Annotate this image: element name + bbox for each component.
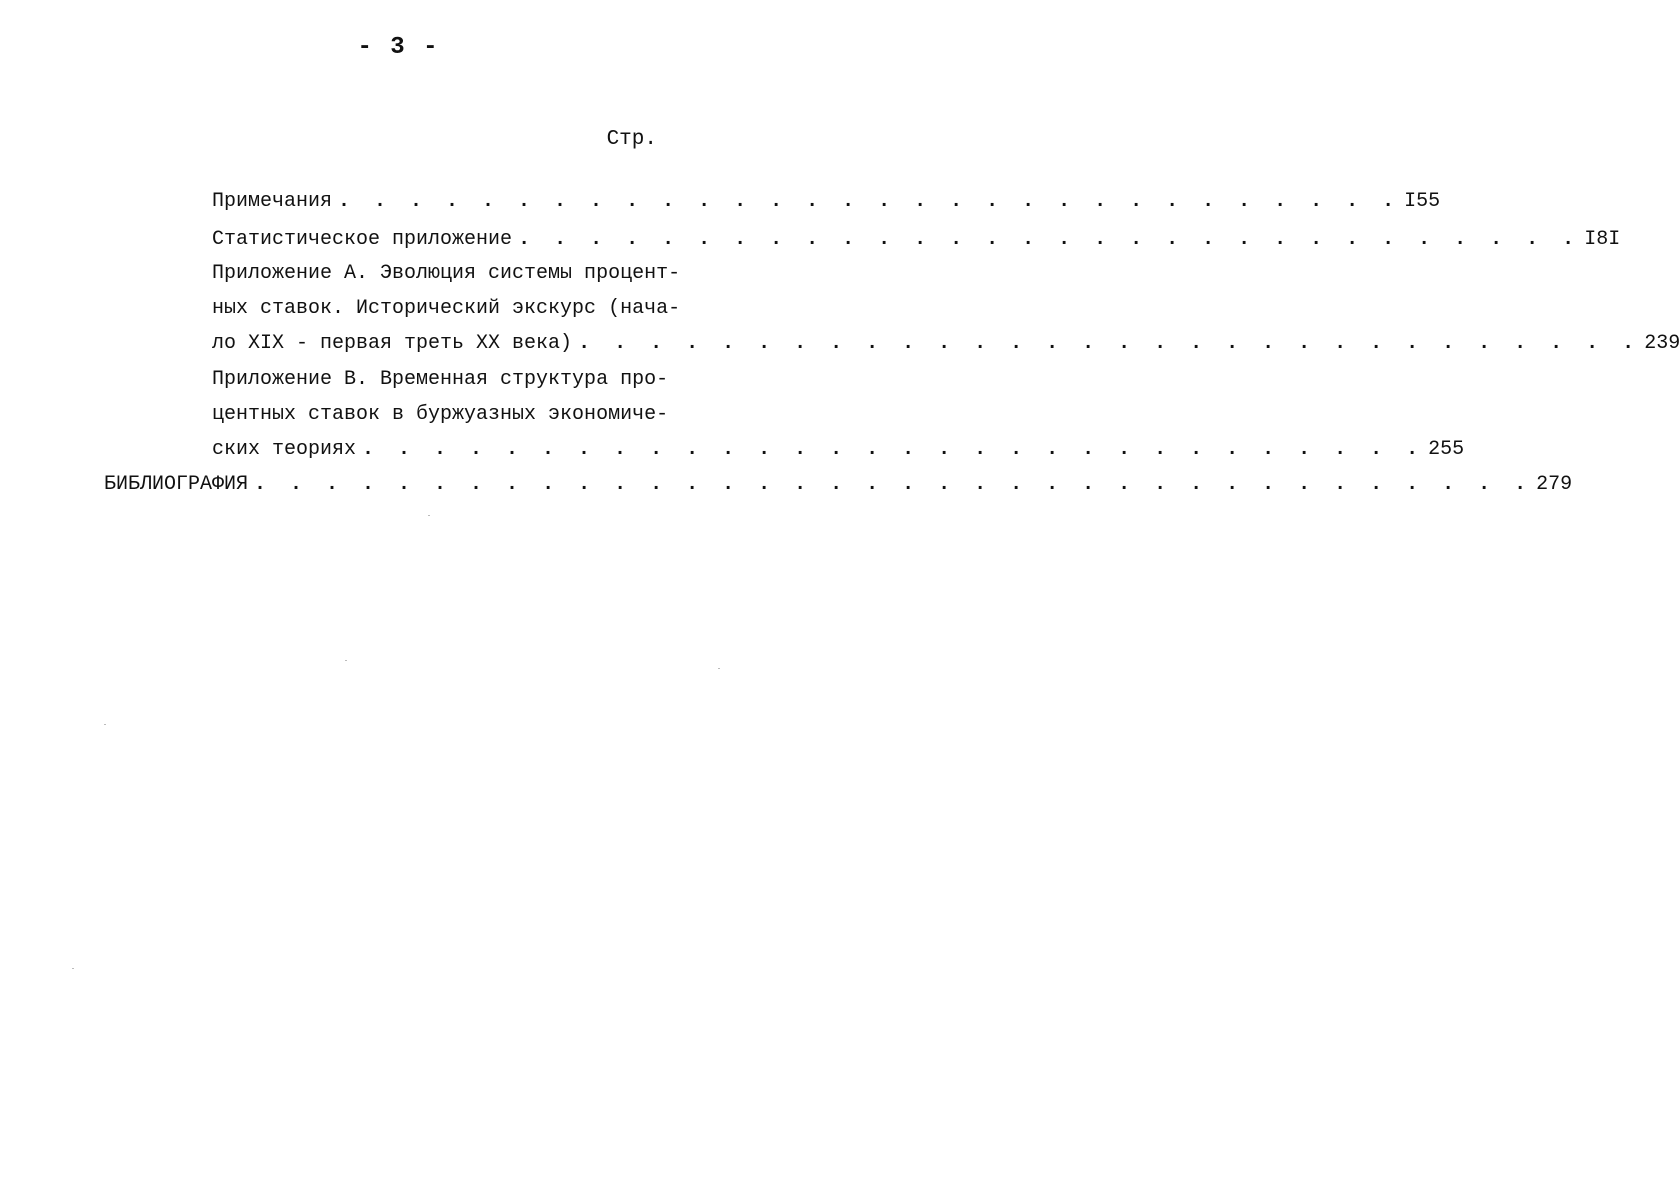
toc-entry-page: I8I	[1584, 228, 1621, 251]
column-header-page: Стр.	[606, 128, 657, 151]
toc-entry-title: Статистическое приложение	[212, 228, 513, 251]
toc-entry-statistical-appendix	[212, 226, 1621, 254]
toc-leader-dots: . . . . . . . . . . . . . . . . . . . . . . . . . . . . . . . . . . . .	[254, 473, 1533, 496]
toc-entry-title: БИБЛИОГРАФИЯ	[104, 473, 249, 496]
scan-speck	[345, 660, 347, 661]
toc-entry-page: 255	[1428, 438, 1465, 461]
toc-entry-title: ных ставок. Исторический экскурс (нача-	[212, 297, 681, 320]
toc-leader-dots: . . . . . . . . . . . . . . . . . . . . . . . . . . . . . .	[578, 332, 1641, 355]
toc-entry-title: ских теориях	[212, 438, 357, 461]
scan-speck	[72, 968, 74, 969]
toc-entry-appendix-a-line-2	[212, 295, 681, 323]
scan-speck	[104, 724, 106, 725]
toc-entry-title: Примечания	[212, 190, 333, 213]
toc-entry-title: Приложение А. Эволюция системы процент-	[212, 262, 681, 285]
toc-entry-page: 239	[1644, 332, 1680, 355]
toc-entry-page: 279	[1536, 473, 1573, 496]
toc-entry-page: I55	[1404, 190, 1441, 213]
toc-leader-dots: . . . . . . . . . . . . . . . . . . . . . . . . . . . . . .	[362, 438, 1425, 461]
toc-entry-title: центных ставок в буржуазных экономиче-	[212, 403, 669, 426]
toc-entry-appendix-b-line-3	[212, 436, 1465, 464]
toc-entry-title: Приложение В. Временная структура про-	[212, 368, 669, 391]
toc-entry-appendix-a-line-1	[212, 260, 681, 288]
toc-entry-appendix-a-line-3	[212, 330, 1680, 358]
toc-leader-dots: . . . . . . . . . . . . . . . . . . . . . . . . . . . . . .	[338, 190, 1401, 213]
toc-entry-appendix-b-line-1	[212, 366, 669, 394]
toc-entry-notes	[212, 188, 1441, 216]
toc-entry-bibliography	[104, 471, 1573, 499]
page-number: - 3 -	[357, 34, 440, 61]
toc-entry-title: ло XIX - первая треть XX века)	[212, 332, 573, 355]
scan-speck	[718, 668, 720, 669]
scan-speck	[428, 515, 430, 516]
toc-entry-appendix-b-line-2	[212, 401, 669, 429]
toc-leader-dots: . . . . . . . . . . . . . . . . . . . . . . . . . . . . . .	[518, 228, 1581, 251]
